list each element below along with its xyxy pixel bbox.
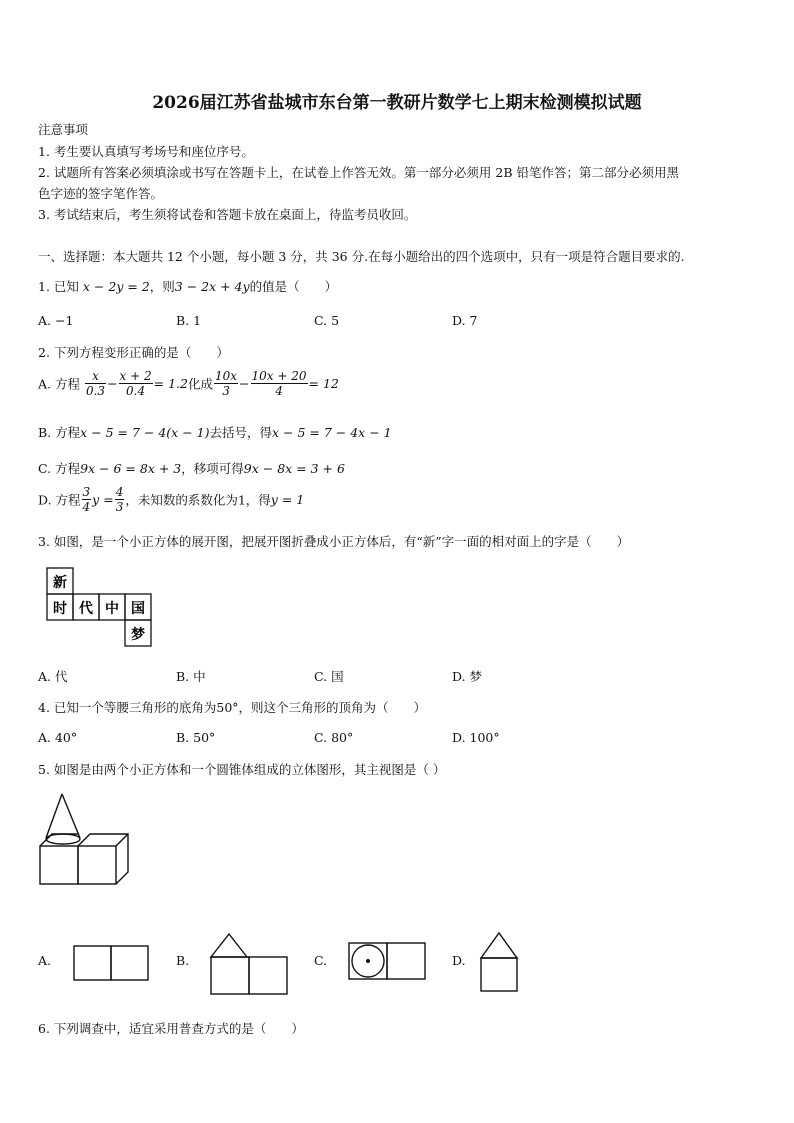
notice-item: 1. 考生要认真填写考场号和座位序号。 [38,144,254,159]
q4-stem: 4. 已知一个等腰三角形的底角为50°，则这个三角形的顶角为（ ） [38,700,427,715]
notice-item: 色字迹的签字笔作答。 [38,186,164,201]
q5-option-c-label: C. [314,953,328,968]
fraction: $\frac{10x + 20}{4}$ [251,369,307,398]
q3-option-c: C. 国 [314,669,344,684]
net-cell: 时 [53,601,67,617]
page-title: 2026届江苏省盐城市东台第一教研片数学七上期末检测模拟试题 [152,93,642,113]
q2-stem: 2. 下列方程变形正确的是（ ） [38,345,229,360]
q1-suffix: 的值是（ ） [249,279,338,294]
q5-option-b-figure [208,930,292,998]
q2a-label: A. 方程 [38,376,80,392]
net-cell: 梦 [131,627,145,643]
q5-option-d-figure [478,930,522,994]
net-cell: 中 [105,601,119,617]
solid-figure [38,792,138,890]
q3-option-a: A. 代 [38,669,68,684]
q1-option-a: A. −1 [38,313,74,328]
q5-option-b-label: B. [176,953,190,968]
q1-mid: ，则 [149,279,175,294]
q2-option-a: A. 方程 $\frac{x}{0.3}$ − $\frac{x + 2}{0.4}$ = 1.2化成 $\frac{10x}{3}$ − $\frac{10x + 20}{4}$ = 12 [38,369,339,398]
q1-option-b: B. 1 [176,313,202,328]
q1-prefix: 1. 已知 [38,279,79,294]
q6-stem: 6. 下列调查中，适宜采用普查方式的是（ ） [38,1021,304,1036]
net-cell: 新 [53,575,67,591]
q5-option-a-label: A. [38,953,52,968]
q5-option-a-figure [72,944,152,984]
q2-option-b: B. 方程x − 5 = 7 − 4(x − 1)去括号，得x − 5 = 7 − 4x − 1 [38,425,392,440]
net-cell: 国 [131,601,145,617]
q4-option-d: D. 100° [452,730,500,745]
q5-stem: 5. 如图是由两个小正方体和一个圆锥体组成的立体图形，其主视图是（ ） [38,762,446,777]
notice-heading: 注意事项 [38,122,89,137]
cube-net-figure [46,567,156,652]
notice-item: 2. 试题所有答案必须填涂或书写在答题卡上，在试卷上作答无效。第一部分必须用 2B 铅笔作答；第二部分必须用黑 [38,165,679,180]
q3-option-b: B. 中 [176,669,206,684]
q1-condition: x − 2y = 2 [82,279,150,294]
net-cell: 代 [79,601,93,617]
q1-option-c: C. 5 [314,313,340,328]
q2-option-c: C. 方程9x − 6 = 8x + 3，移项可得9x − 8x = 3 + 6 [38,461,345,476]
q4-option-b: B. 50° [176,730,216,745]
fraction: $\frac{3}{4}$ [82,485,91,514]
q4-option-a: A. 40° [38,730,78,745]
notice-item: 3. 考试结束后，考生须将试卷和答题卡放在桌面上，待监考员收回。 [38,207,417,222]
q1-expression: 3 − 2x + 4y [174,279,250,294]
q5-option-d-label: D. [452,953,466,968]
q4-option-c: C. 80° [314,730,354,745]
fraction: $\frac{x + 2}{0.4}$ [119,369,152,398]
fraction: $\frac{x}{0.3}$ [85,369,106,398]
q5-option-c-figure [347,941,429,983]
section-heading: 一、选择题：本大题共 12 个小题，每小题 3 分，共 36 分.在每小题给出的四个选项中，只有一项是符合题目要求的. [38,249,685,264]
q1-option-d: D. 7 [452,313,478,328]
fraction: $\frac{4}{3}$ [115,485,124,514]
q3-option-d: D. 梦 [452,669,483,684]
q3-stem: 3. 如图，是一个小正方体的展开图，把展开图折叠成小正方体后，有“新”字一面的相对面上的字是（ ） [38,534,630,549]
fraction: $\frac{10x}{3}$ [214,369,238,398]
q2-option-d: D. 方程 $\frac{3}{4}$ y = $\frac{4}{3}$ ，未知数的系数化为1，得y = 1 [38,485,305,514]
question-1 [38,277,337,295]
